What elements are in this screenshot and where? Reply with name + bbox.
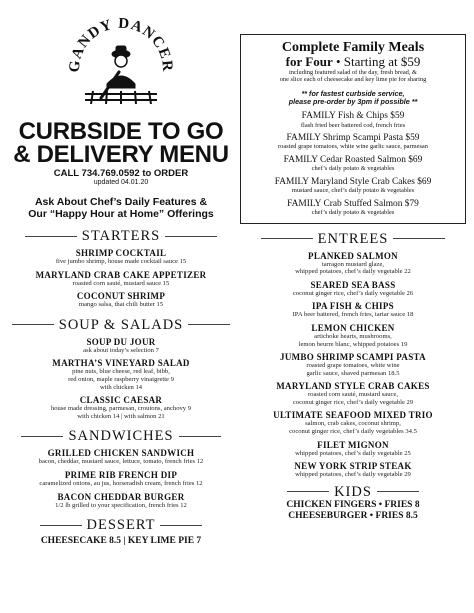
family-item <box>247 199 459 217</box>
item-name: GRILLED CHICKEN SANDWICH <box>47 448 195 459</box>
title-line-1: CURBSIDE TO GO <box>18 118 224 145</box>
kids-item: CHICKEN FINGERS • FRIES 8 <box>286 499 420 510</box>
item-name: LEMON CHICKEN <box>311 322 395 333</box>
item-name: SEARED SEA BASS <box>310 279 396 290</box>
right-column <box>240 6 466 522</box>
dessert-heading <box>10 517 232 533</box>
menu-item <box>10 291 232 309</box>
item-desc: whipped potatoes, chef’s daily vegetable 22 <box>295 268 411 276</box>
family-starting-price: Starting at $59 <box>343 54 421 69</box>
bullet-separator: • <box>335 54 341 69</box>
entrees-heading <box>240 231 466 247</box>
sandwiches-heading <box>10 428 232 444</box>
updated-date: updated 04.01.20 <box>93 179 149 186</box>
item-name: NEW YORK STRIP STEAK <box>294 461 412 472</box>
item-desc: salmon, crab cakes, coconut shrimp, <box>305 420 401 428</box>
family-item-name: FAMILY Maryland Style Crab Cakes $69 <box>274 176 432 187</box>
menu-item <box>10 492 232 510</box>
item-name: SHRIMP COCKTAIL <box>75 248 167 258</box>
entrees-title: ENTREES <box>317 230 389 247</box>
left-column <box>10 8 232 547</box>
family-item-desc: chef’s daily potato & vegetables <box>311 209 395 217</box>
family-item <box>247 177 459 195</box>
item-name: PLANKED SALMON <box>308 250 398 261</box>
item-name: ULTIMATE SEAFOOD MIXED TRIO <box>273 410 433 421</box>
soup-salads-heading <box>10 317 232 333</box>
heading-rule <box>261 238 313 239</box>
menu-item <box>10 358 232 391</box>
heading-rule <box>165 236 217 237</box>
item-desc: roasted grape tomatoes, white wine <box>306 362 400 370</box>
preorder-note: ** for fastest curbside service, <box>301 88 405 98</box>
family-item-name: FAMILY Crab Stuffed Salmon $79 <box>287 198 419 209</box>
item-desc: garlic sauce, shaved parmesan 18.5 <box>306 369 400 377</box>
item-desc: bacon, cheddar, mustard sauce, lettuce, tomato, french fries 12 <box>38 458 204 466</box>
menu-item <box>240 352 466 377</box>
family-item <box>247 133 459 151</box>
menu-item <box>10 337 232 355</box>
item-desc: caramelized onions, au jus, horseradish cream, french fries 12 <box>39 479 203 487</box>
menu-item <box>240 381 466 406</box>
item-name: MARYLAND CRAB CAKE APPETIZER <box>35 269 207 280</box>
menu-item <box>10 270 232 288</box>
heading-rule <box>377 491 419 492</box>
menu-item <box>10 395 232 420</box>
heading-rule <box>12 324 54 325</box>
heading-rule <box>393 238 445 239</box>
family-item <box>247 155 459 173</box>
ask-line-1: Ask About Chef’s Daily Features & <box>34 196 208 208</box>
item-desc: whipped potatoes, chef’s daily vegetable 25 <box>295 449 411 457</box>
item-name: PRIME RIB FRENCH DIP <box>64 469 178 480</box>
item-desc: whipped potatoes, chef’s daily vegetable 29 <box>295 471 411 479</box>
starters-title: STARTERS <box>81 228 161 244</box>
title-line-2: & DELIVERY MENU <box>13 141 229 168</box>
item-desc: tarragon mustard glaze, <box>321 260 385 268</box>
family-item-desc: mustard sauce, chef’s daily potato & vegetables <box>291 187 415 195</box>
item-desc: 1/2 lb grilled to your specification, french fries 12 <box>55 501 187 509</box>
item-name: MARTHA’S VINEYARD SALAD <box>52 358 190 369</box>
dessert-title: DESSERT <box>86 517 156 534</box>
family-note: including featured salad of the day, fresh bread, & <box>288 69 418 76</box>
soup-salads-title: SOUP & SALADS <box>58 316 184 333</box>
menu-item <box>240 280 466 298</box>
item-desc: house made dressing, parmesan, croutons, anchovy 9 <box>50 405 192 413</box>
kids-title: KIDS <box>334 483 372 500</box>
rail-tracks-icon <box>85 91 157 104</box>
heading-rule <box>188 324 230 325</box>
family-item-desc: roasted grape tomatoes, white wine garlic sauce, parmesan <box>278 143 428 151</box>
item-name: JUMBO SHRIMP SCAMPI PASTA <box>280 352 426 363</box>
heading-rule <box>160 525 202 526</box>
item-desc: ask about today’s selection 7 <box>83 346 159 354</box>
preorder-note: please pre-order by 3pm if possible ** <box>288 97 418 107</box>
menu-item <box>10 470 232 488</box>
item-desc: IPA beer battered, french fries, tartar sauce 18 <box>292 311 414 319</box>
family-item-name: FAMILY Shrimp Scampi Pasta $59 <box>286 132 420 143</box>
item-desc: mango salsa, thai chili butter 15 <box>78 301 164 309</box>
menu-item <box>240 440 466 458</box>
heading-rule <box>287 491 329 492</box>
phone-order-line[interactable]: CALL 734.769.0592 to ORDER <box>53 168 189 179</box>
menu-item <box>240 461 466 479</box>
item-name: SOUP DU JOUR <box>86 336 156 347</box>
family-item-desc: flash fried beer battered cod, french fries <box>300 121 406 129</box>
item-desc: red onion, maple raspberry vinaigrette 9 <box>68 375 174 383</box>
logo-text: GANDY DANCER <box>66 15 176 73</box>
menu-item <box>240 251 466 276</box>
menu-item <box>10 248 232 266</box>
item-name: IPA FISH & CHIPS <box>312 301 394 312</box>
menu-item <box>10 448 232 466</box>
menu-item <box>240 410 466 435</box>
ask-line-2: Our “Happy Hour at Home” Offerings <box>28 208 214 220</box>
family-for-four: for Four <box>285 54 333 69</box>
item-desc: roasted corn sauté, mustard sauce, <box>307 391 399 399</box>
menu-item <box>240 301 466 319</box>
family-item-name: FAMILY Cedar Roasted Salmon $69 <box>283 154 423 165</box>
item-desc: pine nuts, blue cheese, red leaf, bibb, <box>72 368 170 376</box>
item-desc: roasted corn sauté, mustard sauce 15 <box>72 279 170 287</box>
kids-item: CHEESEBURGER • FRIES 8.5 <box>288 510 418 521</box>
item-desc: coconut ginger rice, chef’s daily vegetable 26 <box>292 289 414 297</box>
item-desc: five jumbo shrimp, house made cocktail sauce 15 <box>55 258 187 265</box>
family-item <box>247 111 459 129</box>
item-name: MARYLAND STYLE CRAB CAKES <box>276 381 430 392</box>
menu-item <box>240 323 466 348</box>
item-desc: artichoke hearts, mushrooms, <box>314 332 392 340</box>
gandy-dancer-logo <box>61 8 181 116</box>
family-meals-subtitle <box>247 55 459 69</box>
item-name: FILET MIGNON <box>317 439 389 450</box>
dessert-items: CHEESECAKE 8.5 | KEY LIME PIE 7 <box>40 536 202 547</box>
heading-rule <box>25 236 77 237</box>
item-desc: with chicken 14 <box>99 383 143 391</box>
page-title <box>10 120 232 166</box>
rail-worker-icon <box>101 46 135 98</box>
family-item-name: FAMILY Fish & Chips $59 <box>301 111 405 121</box>
ask-chef-features <box>10 196 232 220</box>
family-meals-title: Complete Family Meals <box>281 40 425 55</box>
item-name: COCONUT SHRIMP <box>76 291 166 302</box>
item-name: BACON CHEDDAR BURGER <box>57 491 185 502</box>
item-desc: with chicken 14 | with salmon 21 <box>77 412 165 420</box>
kids-heading <box>240 484 466 500</box>
family-meals-box <box>240 34 466 224</box>
family-note: one slice each of cheesecake and key lime pie for sharing <box>279 76 427 84</box>
heading-rule <box>21 436 63 437</box>
item-desc: coconut ginger rice, chef’s daily vegetable 29 <box>292 398 414 406</box>
starters-heading <box>10 228 232 244</box>
family-item-desc: chef’s daily potato & vegetables <box>311 165 395 173</box>
heading-rule <box>179 436 221 437</box>
item-desc: coconut ginger rice, chef’s daily vegetables 34.5 <box>289 428 417 436</box>
sandwiches-title: SANDWICHES <box>68 428 174 445</box>
item-desc: lemon beurre blanc, whipped potatoes 19 <box>298 340 408 348</box>
heading-rule <box>40 525 82 526</box>
item-name: CLASSIC CAESAR <box>79 395 163 406</box>
